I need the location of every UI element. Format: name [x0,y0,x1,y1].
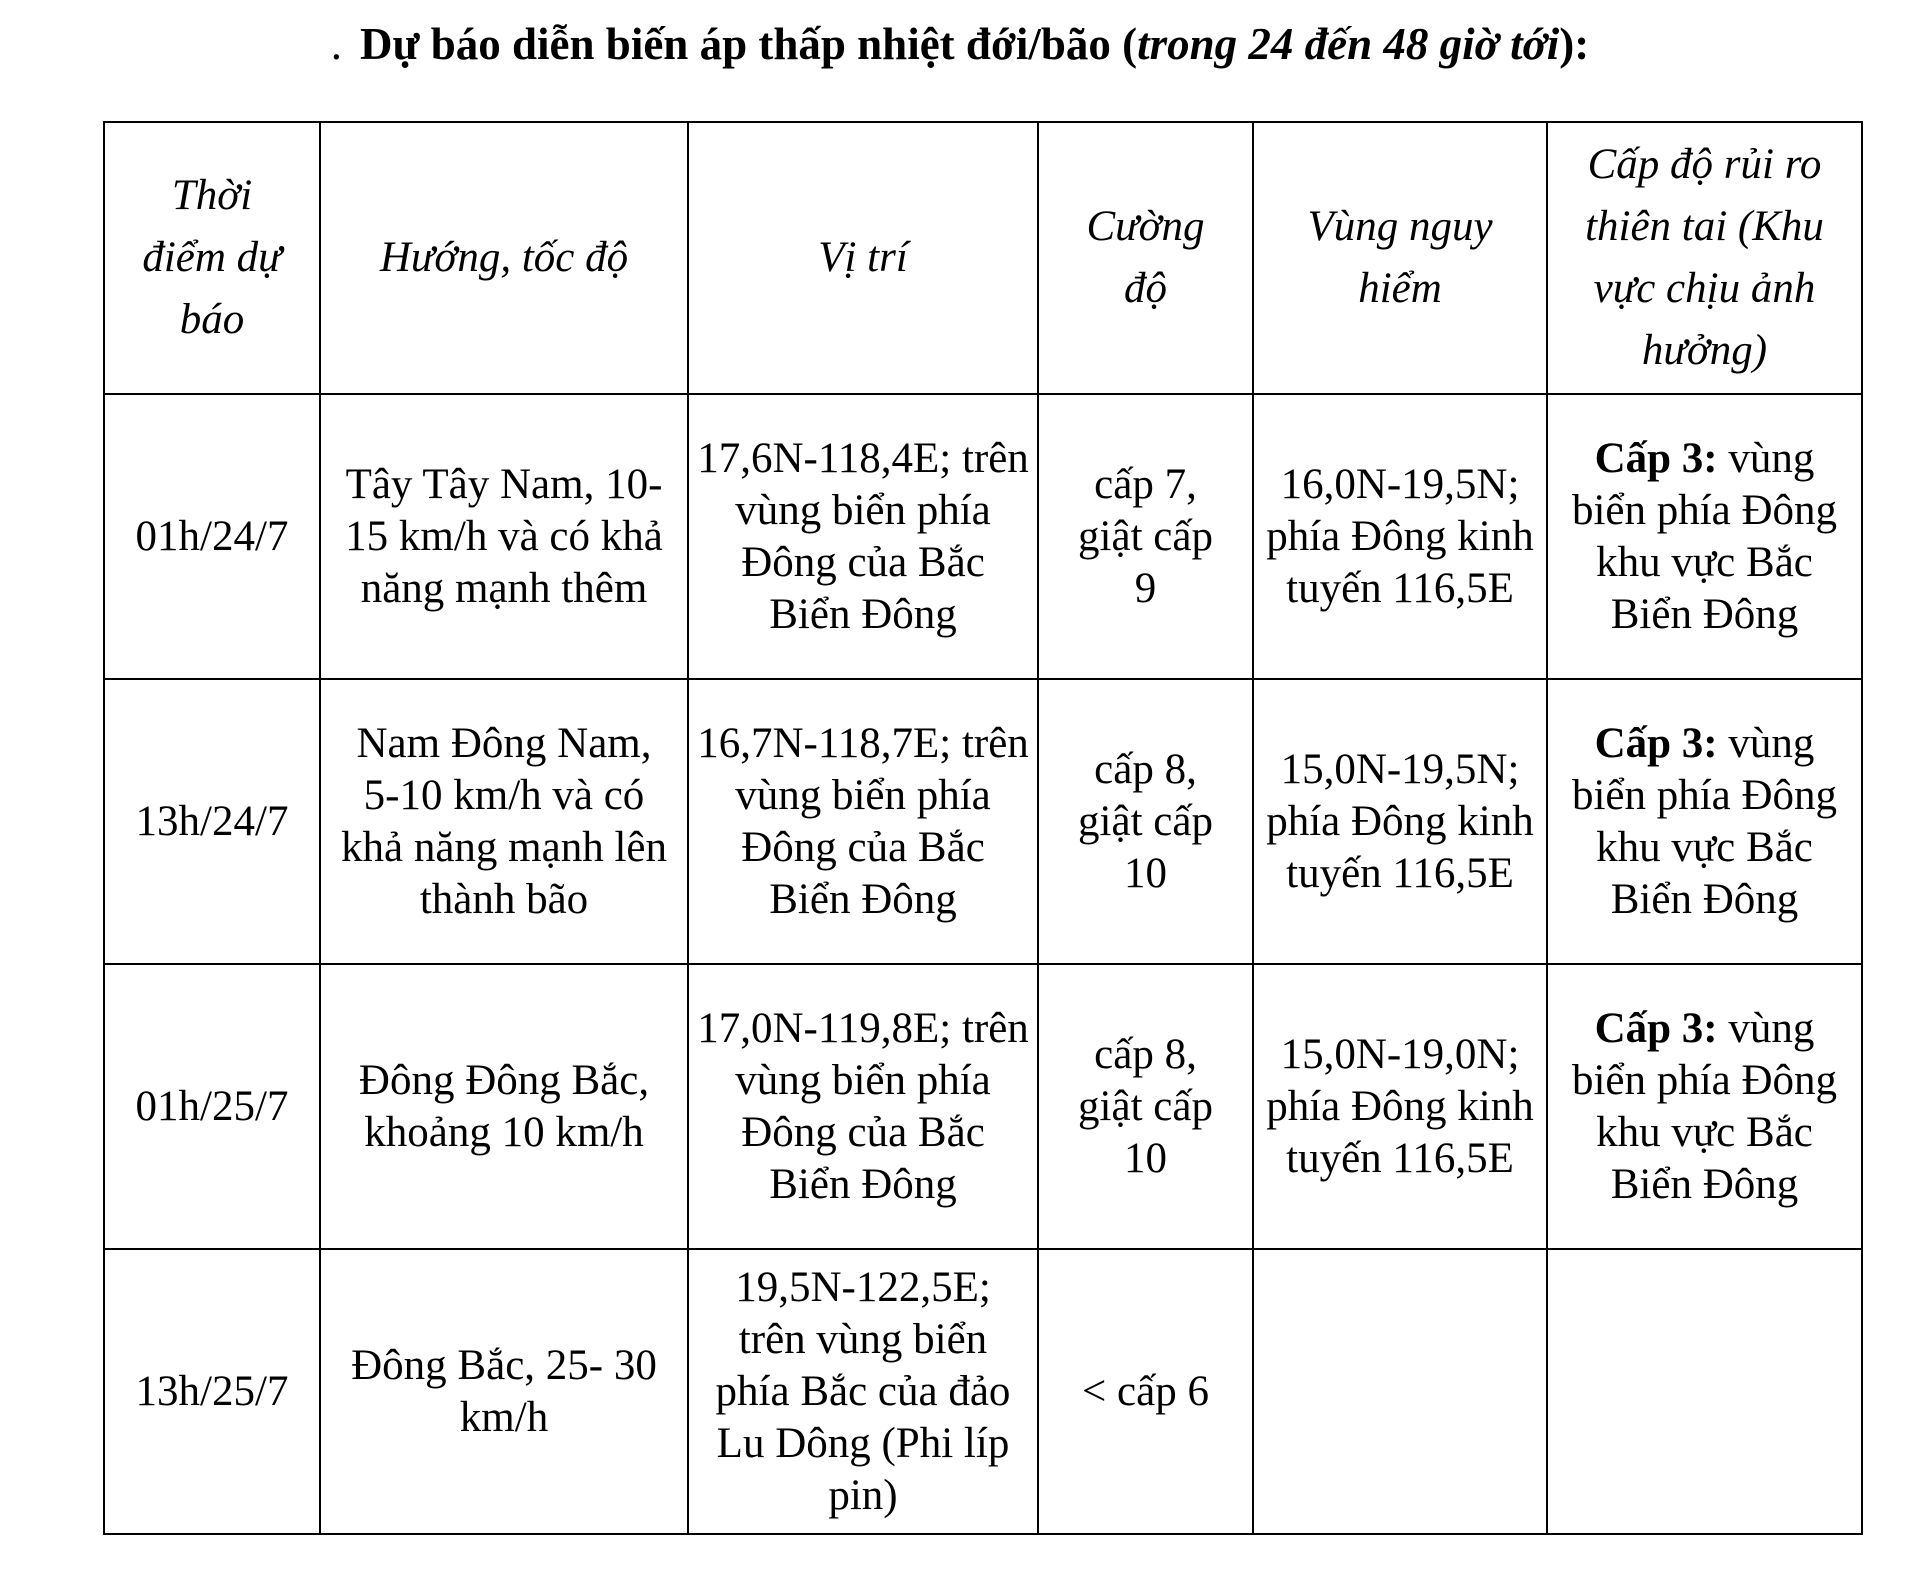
cell-danger-zone: 15,0N-19,0N; phía Đông kinh tuyến 116,5E [1253,964,1547,1249]
cell-time: 01h/25/7 [104,964,320,1249]
risk-area-text: vùng biển phía Đông khu vực Bắc Biển Đông [1571,434,1838,638]
cell-time: 13h/24/7 [104,679,320,964]
document-title [0,14,1920,74]
risk-level-label: Cấp 3: [1594,434,1718,482]
table-header-row [104,122,1862,394]
title-bullet: . [330,19,342,69]
risk-area-text: vùng biển phía Đông khu vực Bắc Biển Đông [1571,719,1838,923]
cell-position: 19,5N-122,5E; trên vùng biển phía Bắc của đảo Lu Dông (Phi líp pin) [688,1249,1038,1534]
cell-direction-speed: Đông Bắc, 25- 30 km/h [320,1249,688,1534]
table-row [104,679,1862,964]
header-danger-zone: Vùng nguy hiểm [1253,122,1547,394]
header-position: Vị trí [688,122,1038,394]
cell-intensity: cấp 8, giật cấp 10 [1038,679,1253,964]
cell-direction-speed: Tây Tây Nam, 10-15 km/h và có khả năng mạnh thêm [320,394,688,679]
cell-risk [1547,964,1862,1249]
cell-intensity: < cấp 6 [1038,1249,1253,1534]
title-main-text: Dự báo diễn biến áp thấp nhiệt đới/bão ( [360,19,1138,69]
cell-direction-speed: Nam Đông Nam, 5-10 km/h và có khả năng mạnh lên thành bão [320,679,688,964]
cell-time: 01h/24/7 [104,394,320,679]
cell-risk [1547,679,1862,964]
cell-position: 17,0N-119,8E; trên vùng biển phía Đông của Bắc Biển Đông [688,964,1038,1249]
cell-direction-speed: Đông Đông Bắc, khoảng 10 km/h [320,964,688,1249]
cell-time: 13h/25/7 [104,1249,320,1534]
table-row [104,394,1862,679]
table-row [104,1249,1862,1534]
cell-danger-zone: 15,0N-19,5N; phía Đông kinh tuyến 116,5E [1253,679,1547,964]
forecast-table [103,121,1863,1535]
risk-level-label: Cấp 3: [1594,1004,1718,1052]
cell-risk [1547,1249,1862,1534]
cell-position: 16,7N-118,7E; trên vùng biển phía Đông của Bắc Biển Đông [688,679,1038,964]
cell-danger-zone [1253,1249,1547,1534]
title-tail-text: ): [1559,19,1590,69]
risk-area-text: vùng biển phía Đông khu vực Bắc Biển Đông [1571,1004,1838,1208]
header-risk-level: Cấp độ rủi ro thiên tai (Khu vực chịu ảnh hưởng) [1547,122,1862,394]
cell-position: 17,6N-118,4E; trên vùng biển phía Đông của Bắc Biển Đông [688,394,1038,679]
cell-intensity: cấp 7, giật cấp 9 [1038,394,1253,679]
cell-risk [1547,394,1862,679]
header-direction-speed: Hướng, tốc độ [320,122,688,394]
table-row [104,964,1862,1249]
title-italic-text: trong 24 đến 48 giờ tới [1137,19,1560,69]
header-forecast-time: Thời điểm dự báo [104,122,320,394]
cell-intensity: cấp 8, giật cấp 10 [1038,964,1253,1249]
risk-level-label: Cấp 3: [1594,719,1718,767]
cell-danger-zone: 16,0N-19,5N; phía Đông kinh tuyến 116,5E [1253,394,1547,679]
header-intensity: Cường độ [1038,122,1253,394]
